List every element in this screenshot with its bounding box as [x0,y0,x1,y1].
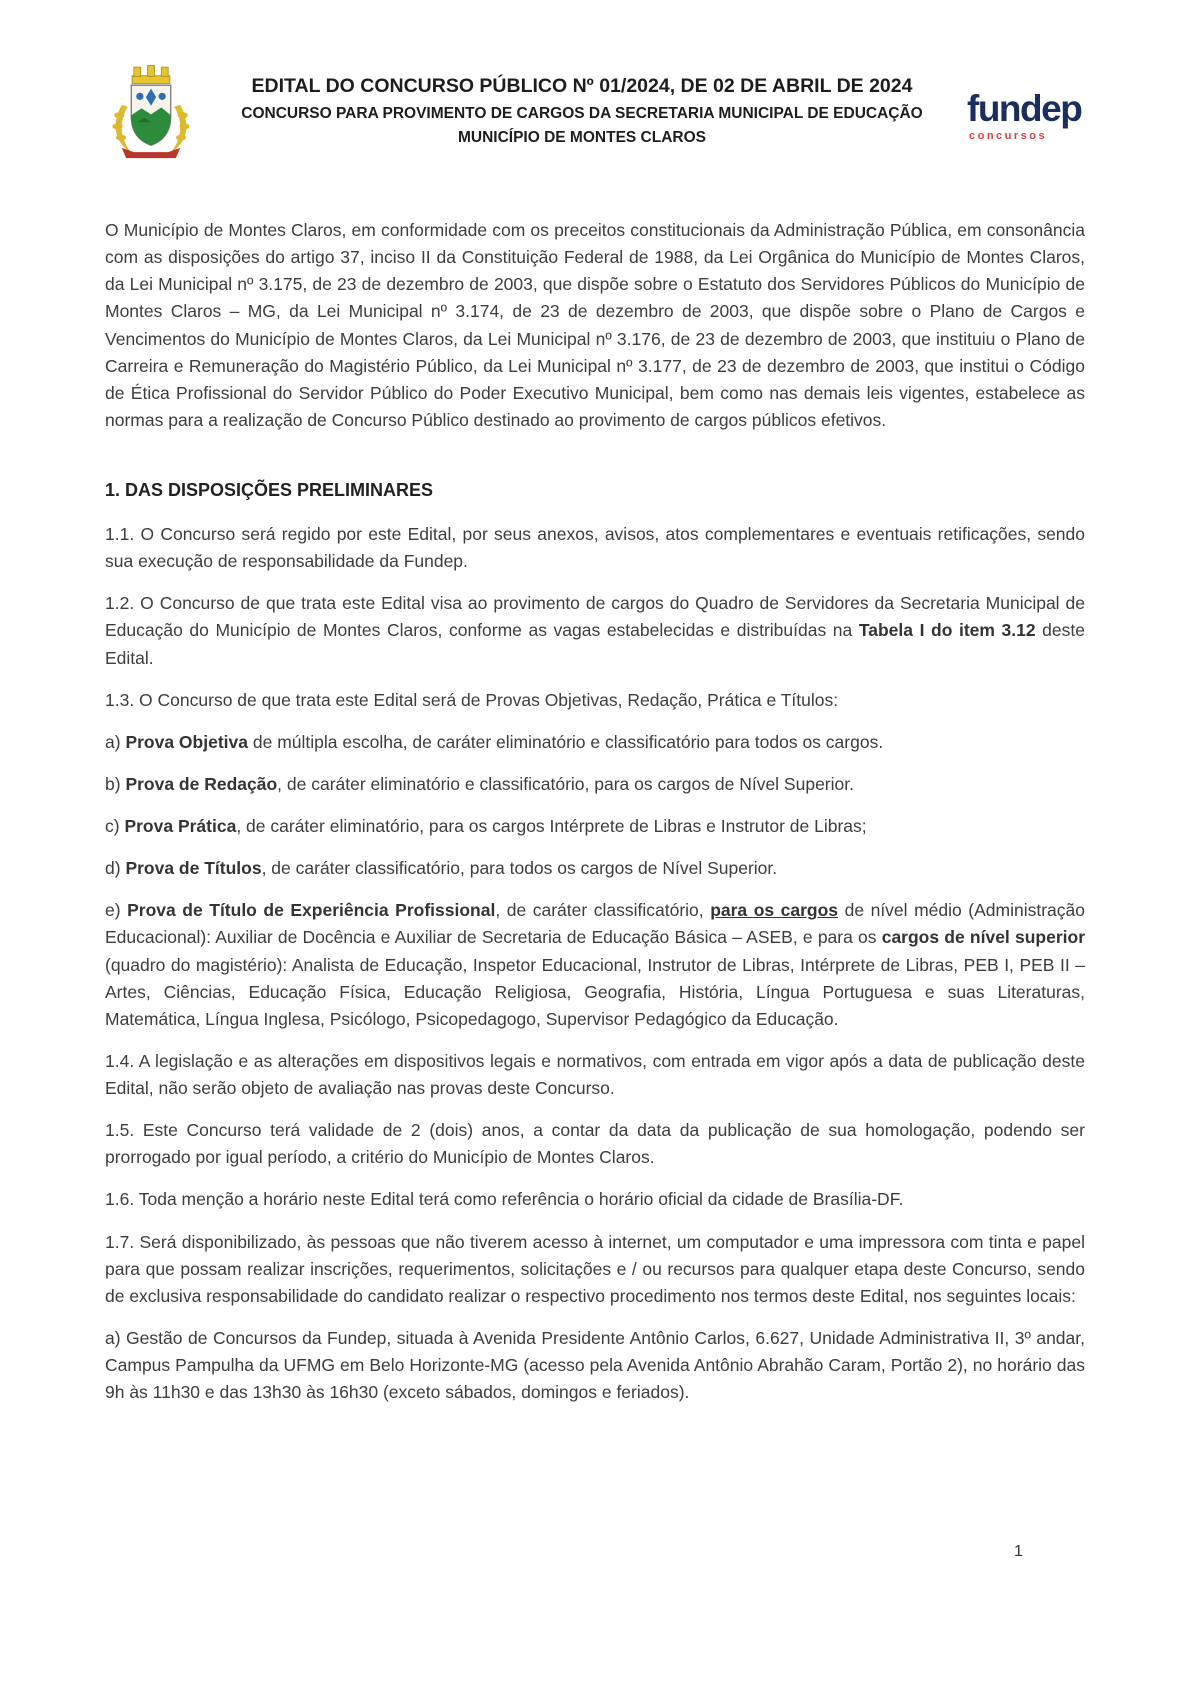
text-segment: b) [105,773,126,794]
item-1-7: 1.7. Será disponibilizado, às pessoas que não tiverem acesso à internet, um computador e uma impressora com tinta e papel para que possam realizar inscrições, requerimentos, solicitações e / ou recursos para qualquer etapa deste Concurso, sendo de exclusiva responsabilidade do candidato realizar o respectivo procedimento nos termos deste Edital, nos seguintes locais: [105,1231,1085,1306]
text-segment: e) [105,900,128,921]
section-1-heading: 1. DAS DISPOSIÇÕES PRELIMINARES [105,480,434,500]
item-1-3-b [105,771,1085,798]
item-1-2 [105,590,1085,671]
item-1-1: 1.1. O Concurso será regido por este Edital, por seus anexos, avisos, atos complementares e eventuais retificações, sendo sua execução de responsabilidade da Fundep. [105,524,1085,572]
text-segment: a) [105,731,126,752]
bold-segment: Prova de Título de Experiência Profissional [127,900,496,921]
text-segment: de nível médio (Administração Educacional): Auxiliar de Docência e Auxiliar de Secretaria de Educação Básica – ASEB, e para os [105,900,1086,948]
text-segment: , de caráter eliminatório, para os cargos Intérprete de Libras e Instrutor de Libras; [236,816,867,836]
edital-title: EDITAL DO CONCURSO PÚBLICO Nº 01/2024, DE 02 DE ABRIL DE 2024 [251,74,913,97]
fundep-logo [967,86,1085,142]
item-1-3: 1.3. O Concurso de que trata este Edital será de Provas Objetivas, Redação, Prática e Títulos: [105,689,839,710]
intro-paragraph: O Município de Montes Claros, em conformidade com os preceitos constitucionais da Administração Pública, em consonância com as disposições do artigo 37, inciso II da Constituição Federal de 1988, da Lei Orgânica do Município de Montes Claros, da Lei Municipal nº 3.175, de 23 de dezembro de 2003, que dispõe sobre o Estatuto dos Servidores Públicos do Município de Montes Claros – MG, da Lei Municipal nº 3.174, de 23 de dezembro de 2003, que dispõe sobre o Plano de Cargos e Vencimentos do Município de Montes Claros, da Lei Municipal nº 3.176, de 23 de dezembro de 2003, que instituiu o Plano de Carreira e Remuneração do Magistério Público, da Lei Municipal nº 3.177, de 23 de dezembro de 2003, que institui o Código de Ética Profissional do Servidor Público do Poder Executivo Municipal, bem como nas demais leis vigentes, estabelece as normas para a realização de Concurso Público destinado ao provimento de cargos públicos efetivos. [105,220,1085,430]
fundep-wordmark: fundep [967,87,1082,129]
bold-segment: Prova de Títulos [125,858,262,879]
edital-subtitle: CONCURSO PARA PROVIMENTO DE CARGOS DA SECRETARIA MUNICIPAL DE EDUCAÇÃO [241,104,923,122]
bold-segment: Prova de Redação [125,773,278,794]
item-1-3-e [105,897,1085,1033]
bold-underline-segment: para os cargos [710,900,839,921]
text-segment: de múltipla escolha, de caráter eliminatório e classificatório para todos os cargos. [248,731,884,752]
item-1-3-a [105,729,1085,756]
text-segment: 1.2. O Concurso de que trata este Edital visa ao provimento de cargos do Quadro de Servidores da Secretaria Municipal de Educação do Município de Montes Claros, conforme as vagas estabelecidas e distribuídas na [105,593,1085,641]
coat-of-arms-icon [108,62,194,165]
item-1-4: 1.4. A legislação e as alterações em dispositivos legais e normativos, com entrada em vigor após a data de publicação deste Edital, não serão objeto de avaliação nas provas deste Concurso. [105,1050,1085,1098]
header-titles [211,75,953,153]
text-segment: d) [105,858,126,879]
montes-claros-coat-of-arms-logo [105,62,197,165]
page-number: 1 [1014,1543,1023,1560]
edital-municipality: MUNICÍPIO DE MONTES CLAROS [457,128,706,146]
item-1-3-c [105,813,1085,840]
text-segment: , de caráter classificatório, [495,900,711,921]
bold-segment: cargos de nível superior [881,927,1086,948]
text-segment: , de caráter classificatório, para todos os cargos de Nível Superior. [261,858,778,879]
item-1-5: 1.5. Este Concurso terá validade de 2 (dois) anos, a contar da data da publicação de sua homologação, podendo ser prorrogado por igual período, a critério do Município de Montes Claros. [105,1120,1085,1168]
item-1-7-a: a) Gestão de Concursos da Fundep, situada à Avenida Presidente Antônio Carlos, 6.627, Unidade Administrativa II, 3º andar, Campus Pampulha da UFMG em Belo Horizonte-MG (acesso pela Avenida Antônio Abrahão Caram, Portão 2), no horário das 9h às 11h30 e das 13h30 às 16h30 (exceto sábados, domingos e feriados). [105,1327,1085,1403]
bold-segment: Prova Objetiva [125,731,248,752]
fundep-tagline: concursos [969,129,1048,142]
text-segment: c) [105,816,125,836]
text-segment: (quadro do magistério): Analista de Educação, Inspetor Educacional, Instrutor de Libras, Intérprete de Libras, PEB I, PEB II – Artes, Ciências, Educação Física, Educação Religiosa, Geografia, História, Língua Portuguesa e suas Literaturas, Matemática, Língua Inglesa, Psicólogo, Psicopedagogo, Supervisor Pedagógico da Educação. [105,954,1085,1029]
text-segment: deste Edital. [105,620,1085,668]
document-body [105,217,1085,1406]
bold-segment: Prova Prática [124,816,237,836]
bold-segment: Tabela I do item 3.12 [858,620,1036,641]
document-header [105,62,1085,165]
item-1-6: 1.6. Toda menção a horário neste Edital terá como referência o horário oficial da cidade de Brasília-DF. [105,1189,904,1210]
item-1-3-d [105,855,1085,882]
text-segment: , de caráter eliminatório e classificatório, para os cargos de Nível Superior. [277,773,854,794]
